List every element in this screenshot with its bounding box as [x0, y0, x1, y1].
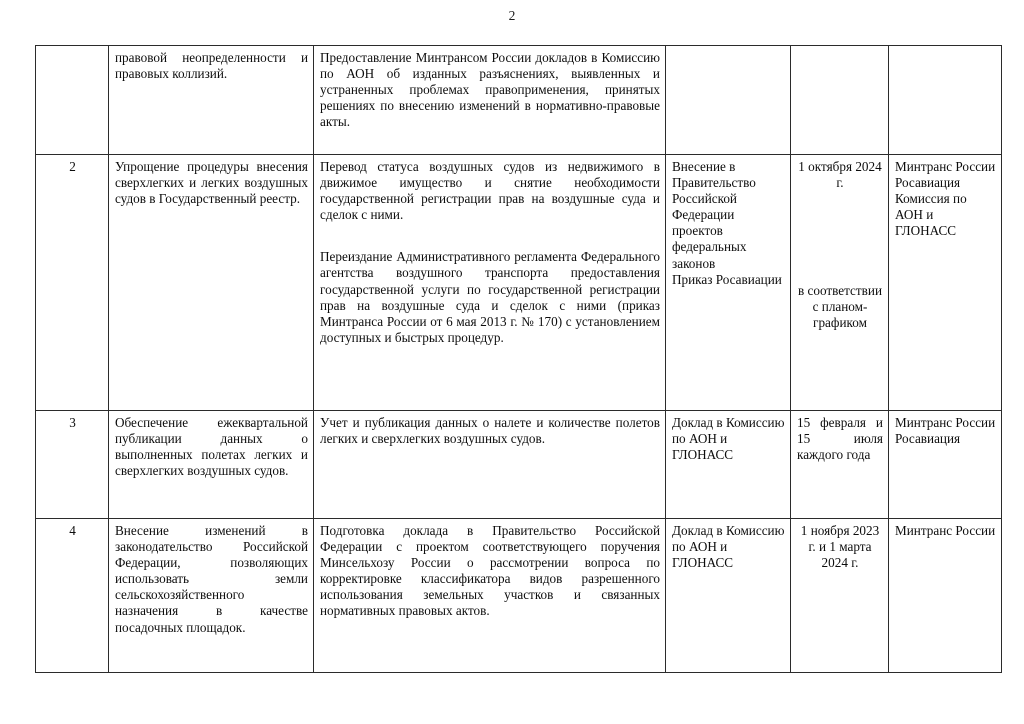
result-cell	[666, 411, 791, 519]
table-row	[36, 411, 1002, 519]
result-text-primary: Доклад в Комиссию по АОН и ГЛОНАСС	[672, 523, 785, 571]
deadline-cell	[791, 46, 889, 155]
row-number-cell: 3	[36, 411, 109, 519]
row-number-cell: 2	[36, 155, 109, 411]
table-row	[36, 46, 1002, 155]
row-number-cell	[36, 46, 109, 155]
deadline-text-primary: 1 октября 2024 г.	[798, 159, 882, 191]
action-text-primary: Подготовка доклада в Правительство Российской Федерации с проектом соответствующего поручения Минсельхозу России о рассмотрении вопроса по корректировке классификатора видов разрешенного использования земельных участков и связанных нормативных правовых актов.	[320, 523, 660, 619]
measure-text: Обеспечение ежеквартальной публикации данных о выполненных полетах легких и сверхлегких воздушных судов.	[115, 415, 308, 479]
responsible-cell	[889, 46, 1002, 155]
measure-cell	[109, 519, 314, 673]
deadline-cell	[791, 519, 889, 673]
responsible-cell: Минтранс России	[889, 519, 1002, 673]
result-cell	[666, 155, 791, 411]
result-text-secondary: Приказ Росавиации	[672, 271, 782, 287]
deadline-text-secondary: в соответствии с планом-графиком	[797, 283, 883, 331]
result-text-primary: Доклад в Комиссию по АОН и ГЛОНАСС	[672, 415, 785, 463]
action-cell	[314, 46, 666, 155]
action-text-secondary: Переиздание Административного регламента Федерального агентства воздушного транспорта предоставления государственной услуги по государственной регистрации прав на воздушные суда и сделок с ними (приказ Минтранса России от 6 мая 2013 г. № 170) с установлением доступных и быстрых процедур.	[320, 249, 660, 345]
action-text-primary: Предоставление Минтрансом России докладов в Комиссию по АОН об изданных разъяснениях, выявленных и устраненных проблемах правоприменения, принятых решениях по внесению изменений в нормативно-правовые акты.	[320, 50, 660, 130]
deadline-text-primary: 1 ноября 2023 г. и 1 марта 2024 г.	[800, 523, 880, 571]
roadmap-table	[35, 45, 1002, 673]
responsible-cell: Минтранс России Росавиация Комиссия по АОН и ГЛОНАСС	[889, 155, 1002, 411]
row-number-cell: 4	[36, 519, 109, 673]
table-row	[36, 519, 1002, 673]
page-number: 2	[508, 8, 516, 23]
action-text-primary: Перевод статуса воздушных судов из недвижимого в движимое имущество и снятие необходимости государственной регистрации прав на воздушные суда и сделок с ними.	[320, 159, 660, 223]
action-cell	[314, 155, 666, 411]
action-cell	[314, 519, 666, 673]
measure-cell	[109, 46, 314, 155]
result-cell	[666, 519, 791, 673]
measure-text: правовой неопределенности и правовых коллизий.	[115, 50, 308, 82]
measure-cell	[109, 411, 314, 519]
action-text-primary: Учет и публикация данных о налете и количестве полетов легких и сверхлегких воздушных судов.	[320, 415, 660, 447]
table-row	[36, 155, 1002, 411]
responsible-cell: Минтранс России Росавиация	[889, 411, 1002, 519]
action-cell	[314, 411, 666, 519]
roadmap-table-container	[35, 45, 1001, 673]
measure-text: Внесение изменений в законодательство Российской Федерации, позволяющих использовать земли сельскохозяйственного назначения в качестве посадочных площадок.	[115, 523, 308, 635]
paragraph-spacer	[320, 223, 660, 249]
measure-text: Упрощение процедуры внесения сверхлегких и легких воздушных судов в Государственный реестр.	[115, 159, 308, 207]
deadline-text-primary: 15 февраля и 15 июля каждого года	[797, 415, 883, 463]
result-cell	[666, 46, 791, 155]
deadline-cell	[791, 411, 889, 519]
result-text-primary: Внесение в Правительство Российской Федерации проектов федеральных законов	[672, 159, 756, 271]
measure-cell	[109, 155, 314, 411]
deadline-cell	[791, 155, 889, 411]
